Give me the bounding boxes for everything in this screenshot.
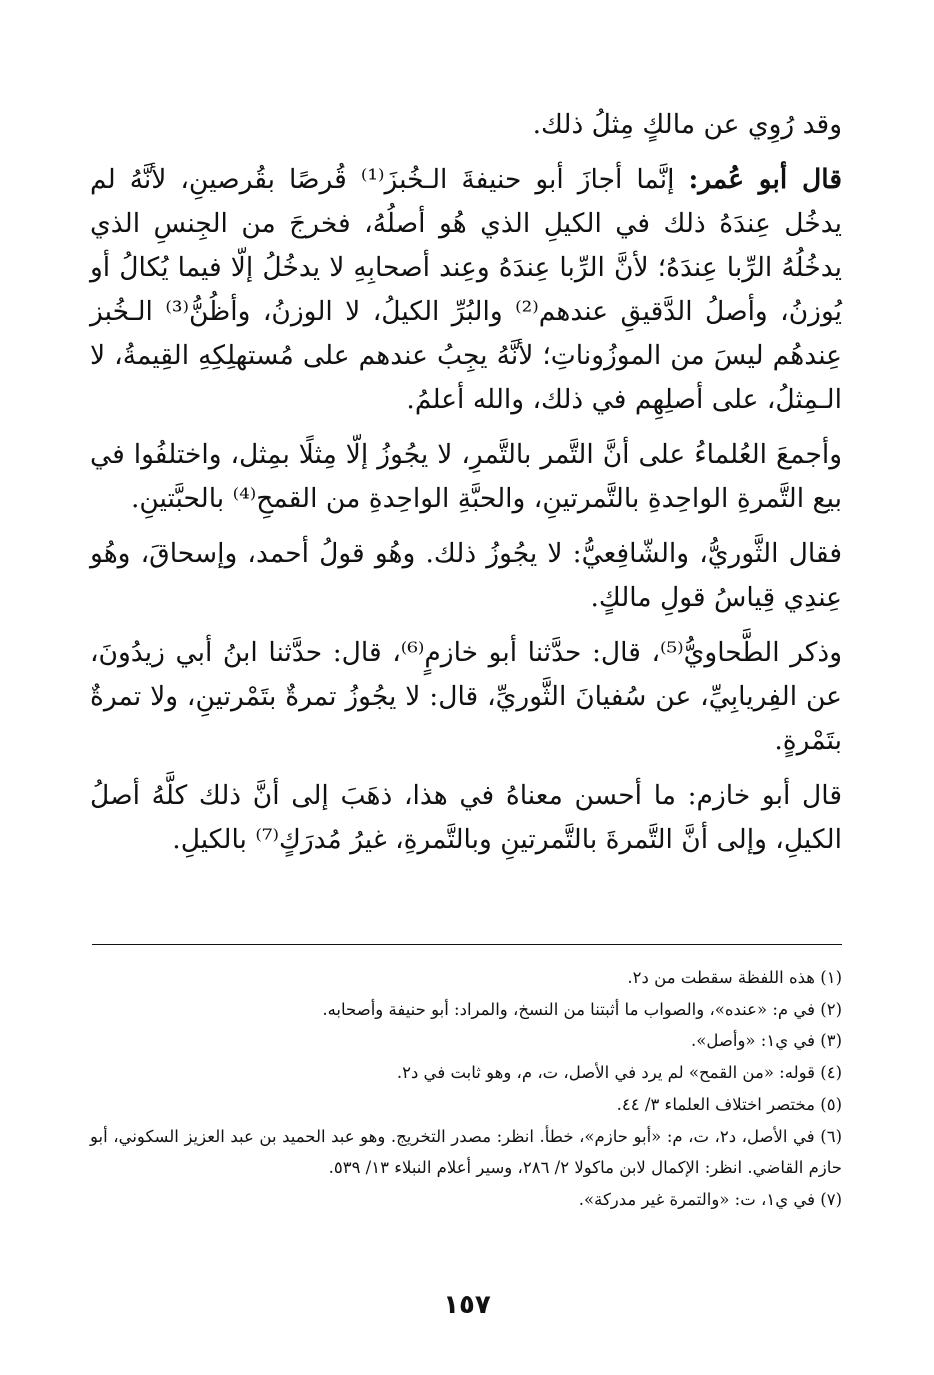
main-text	[90, 103, 842, 873]
footnote-divider	[92, 944, 842, 945]
footnote-3: (٣) في ي١: «وأصل».	[691, 1031, 842, 1051]
footnotes	[90, 962, 842, 1216]
footnote-6: (٦) في الأصل، د٢، ت، م: «أبو حازم»، خطأ. انظر: مصدر التخريج. وهو عبد الحميد بن عبد العزيز السكوني، أبو حازم القاضي. انظر: الإكمال لابن ماكولا ٢/ ٢٨٦، وسير أعلام النبلاء ١٣/ ٥٣٩.	[90, 1126, 842, 1178]
footnote-2: (٢) في م: «عنده»، والصواب ما أثبتنا من النسخ، والمراد: أبو حنيفة وأصحابه.	[322, 999, 842, 1019]
page-number: ١٥٧	[443, 1290, 491, 1320]
footnote-7: (٧) في ي١، ت: «والتمرة غير مدركة».	[578, 1189, 842, 1209]
paragraph-6: قال أبو خازم: ما أحسن معناهُ في هذا، ذهَبَ إلى أنَّ ذلك كلَّهُ أصلُ الكيلِ، وإلى أنَّ التَّمرةَ بالتَّمرتينِ وبالتَّمرةِ، غيرُ مُدرَكٍ⁽⁷⁾ بالكيلِ.	[90, 780, 842, 855]
paragraph-2-text: إنَّما أجازَ أبو حنيفةَ الـخُبزَ⁽¹⁾ قُرصًا بقُرصينِ، لأنَّهُ لم يدخُل عِندَهُ ذلك في الكيلِ الذي هُو أصلُهُ، فخرجَ من الجِنسِ الذي يدخُلُهُ الرِّبا عِندَهُ؛ لأنَّ الرِّبا عِندَهُ وعِند أصحابِهِ لا يدخُلُ إلّا فيما يُكالُ أو يُوزنُ، وأصلُ الدَّقيقِ عندهم⁽²⁾ والبُرِّ الكيلُ، لا الوزنُ، وأظُنُّ⁽³⁾ الـخُبز عِندهُم ليسَ من الموزُوناتِ؛ لأنَّهُ يجِبُ عندهم على مُستهلِكِهِ القِيمةُ، لا الـمِثلُ، على أصلِهِم في ذلك، والله أعلمُ.	[90, 164, 843, 415]
paragraph-3: وأجمعَ العُلماءُ على أنَّ التَّمر بالتَّمرِ، لا يجُوزُ إلّا مِثلًا بمِثل، واختلفُوا في بيع التَّمرةِ الواحِدةِ بالتَّمرتينِ، والحبَّةِ الواحِدةِ من القمحِ⁽⁴⁾ بالحبَّتينِ.	[90, 439, 842, 514]
footnote-1: (١) هذه اللفظة سقطت من د٢.	[627, 968, 842, 987]
paragraph-1: وقد رُوِي عن مالكٍ مِثلُ ذلك.	[532, 109, 842, 140]
paragraph-2	[90, 158, 842, 422]
footnote-5: (٥) مختصر اختلاف العلماء ٣/ ٤٤.	[616, 1094, 842, 1114]
speaker-label: قال أبو عُمر:	[688, 164, 842, 195]
footnote-4: (٤) قوله: «من القمح» لم يرد في الأصل، ت، م، وهو ثابت في د٢.	[396, 1063, 842, 1083]
paragraph-5: وذكر الطَّحاويُّ⁽⁵⁾، قال: حدَّثنا أبو خازمٍ⁽⁶⁾، قال: حدَّثنا ابنُ أبي زيدُونَ، عن الفِريابِيِّ، عن سُفيانَ الثَّوريِّ، قال: لا يجُوزُ تمرةٌ بتَمْرتينِ، ولا تمرةٌ بتَمْرةٍ.	[90, 637, 842, 756]
paragraph-4: فقال الثَّوريُّ، والشّافِعيُّ: لا يجُوزُ ذلك. وهُو قولُ أحمد، وإسحاقَ، وهُو عِندِي قِياسُ قولِ مالكٍ.	[90, 538, 842, 613]
